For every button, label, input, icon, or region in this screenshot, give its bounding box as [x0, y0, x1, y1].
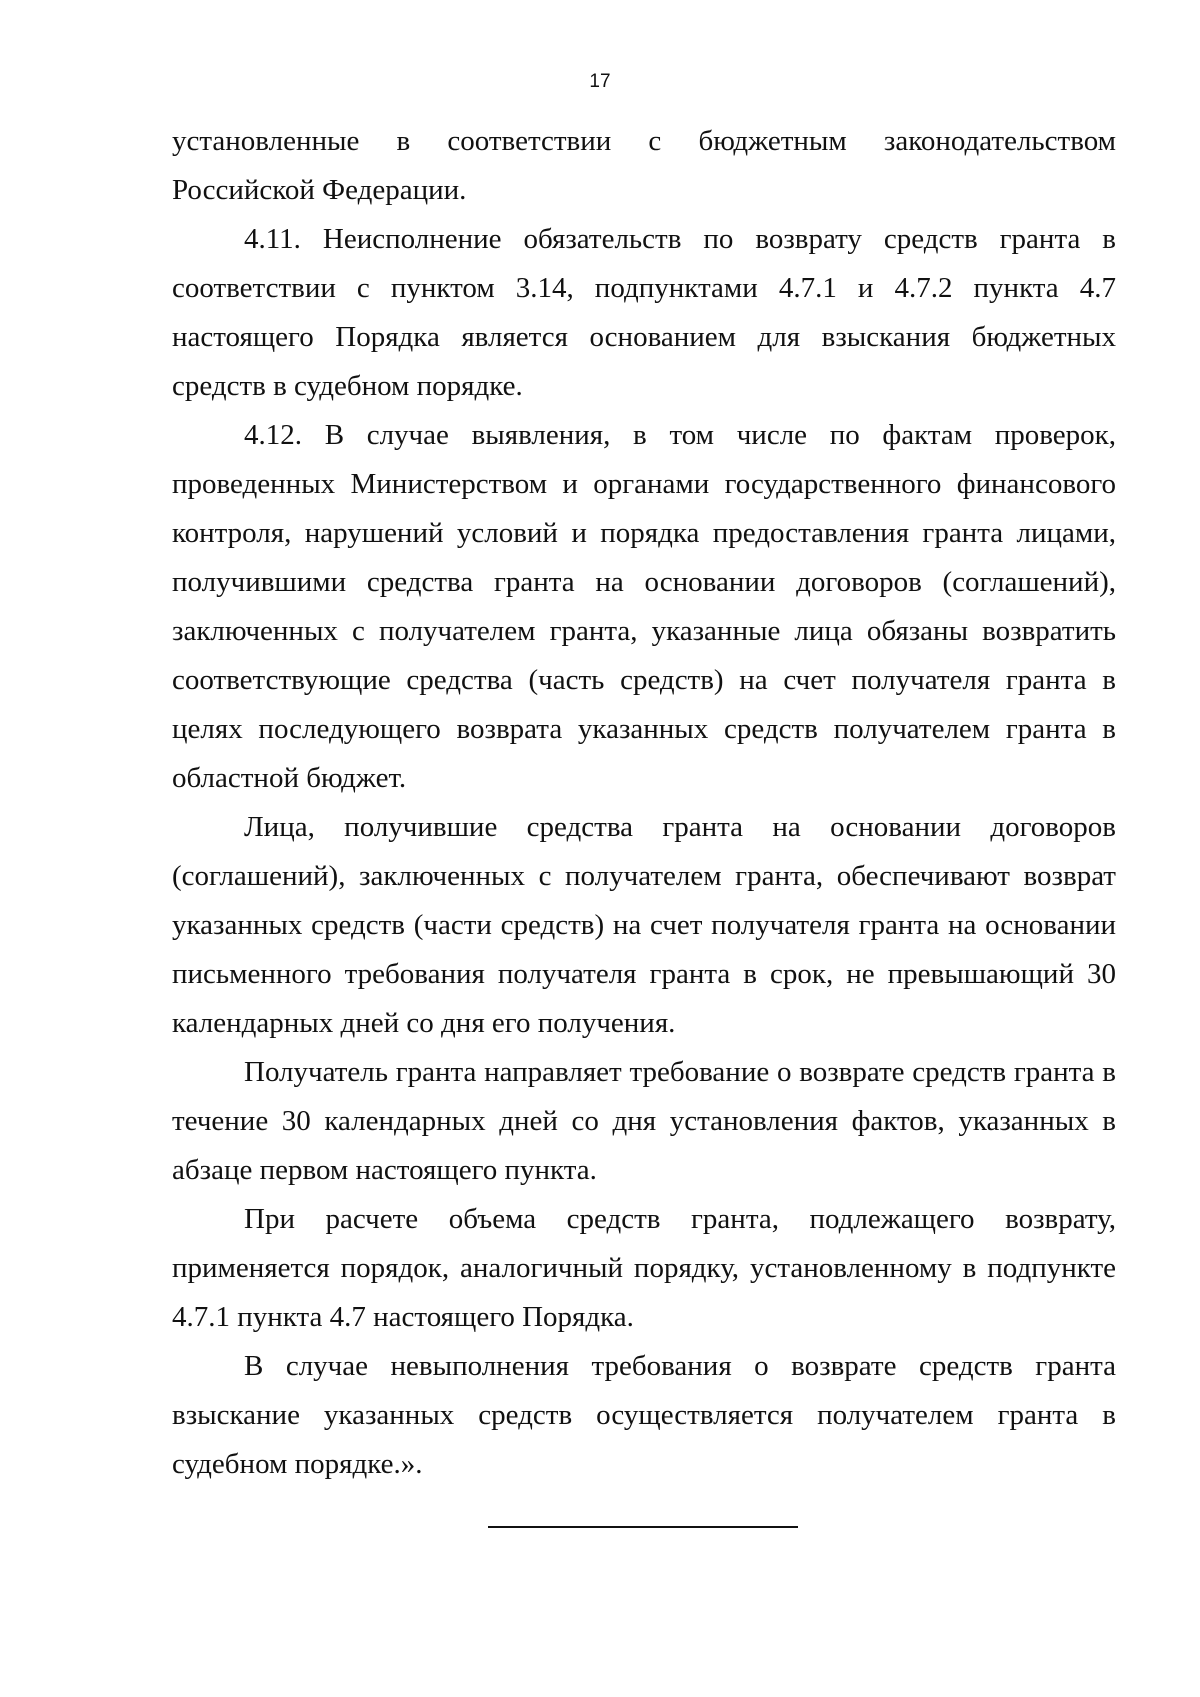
- paragraph-return-obligation: Лица, получившие средства гранта на основании договоров (соглашений), заключенных с получателем гранта, обеспечивают возврат указанных средств (части средств) на счет получателя гранта на основании письменного требования получателя гранта в срок, не превышающий 30 календарных дней со дня его получения.: [172, 811, 1116, 1039]
- paragraph-calculation: При расчете объема средств гранта, подлежащего возврату, применяется порядок, аналогичный порядку, установленному в подпункте 4.7.1 пункта 4.7 настоящего Порядка.: [172, 1203, 1116, 1333]
- paragraph-court-recovery: В случае невыполнения требования о возврате средств гранта взыскание указанных средств осуществляется получателем гранта в судебном порядке.».: [172, 1350, 1116, 1480]
- closing-rule: [488, 1526, 798, 1528]
- document-body: [172, 117, 1116, 1489]
- paragraph-4-12: 4.12. В случае выявления, в том числе по фактам проверок, проведенных Министерством и органами государственного финансового контроля, нарушений условий и порядка предоставления гранта лицами, получившими средства гранта на основании договоров (соглашений), заключенных с получателем гранта, указанные лица обязаны возвратить соответствующие средства (часть средств) на счет получателя гранта в целях последующего возврата указанных средств получателем гранта в областной бюджет.: [172, 419, 1116, 794]
- paragraph-continuation: установленные в соответствии с бюджетным законодательством Российской Федерации.: [172, 125, 1116, 206]
- page-number: 17: [589, 71, 611, 92]
- paragraph-demand-deadline: Получатель гранта направляет требование о возврате средств гранта в течение 30 календарных дней со дня установления фактов, указанных в абзаце первом настоящего пункта.: [172, 1056, 1116, 1186]
- paragraph-4-11: 4.11. Неисполнение обязательств по возврату средств гранта в соответствии с пунктом 3.14, подпунктами 4.7.1 и 4.7.2 пункта 4.7 настоящего Порядка является основанием для взыскания бюджетных средств в судебном порядке.: [172, 223, 1116, 402]
